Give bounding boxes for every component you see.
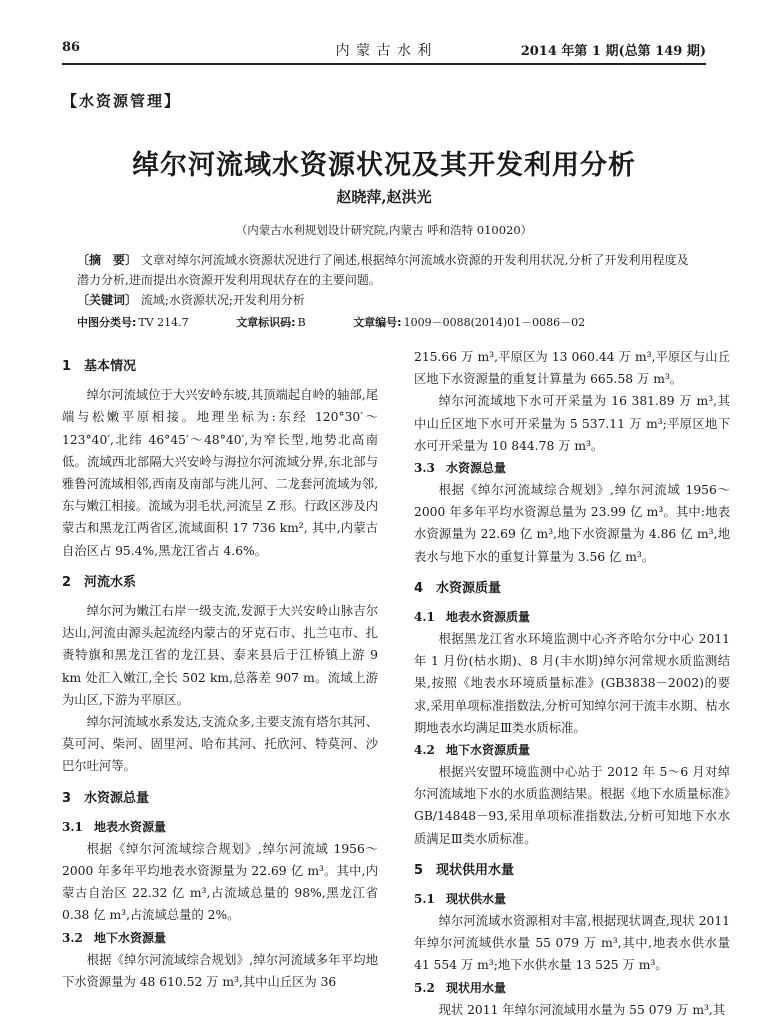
article-meta (77, 314, 697, 330)
section-heading: 2 河流水系 (62, 574, 137, 590)
paragraph: 根据黑龙江省水环境监测中心齐齐哈尔分中心 2011 年 1 月份(枯水期)、8 月(丰水期)绰尔河常规水质监测结果,按照《地表水环境质量标准》(GB3838－2002)的要求,采用单项标准指数法,分析可知绰尔河干流丰水期、枯水期地表水均满足Ⅲ类水质标准。 (414, 632, 730, 735)
paragraph: 根据《绰尔河流域综合规划》,绰尔河流域 1956～2000 年多年平均水资源总量为 23.99 亿 m³。其中:地表水资源量为 22.69 亿 m³,地下水资源量为 4.86 亿 m³,地表水与地下水的重复计算量为 3.56 亿 m³。 (414, 483, 730, 564)
abstract-block (77, 250, 689, 310)
paragraph: 绰尔河流域位于大兴安岭东坡,其顶端起自岭的轴部,尾端与松嫩平原相接。地理坐标为:东经 120°30′～123°40′,北纬 46°45′～48°40′,为窄长型,地势北高南低。流域西北部隔大兴安岭与海拉尔河流域分界,东北部与雅鲁河流域相邻,西南及南部与洮儿河、二龙套河流域为邻,东与嫩江相接。流域为羽毛状,河流呈 Z 形。行政区涉及内蒙古和黑龙江两省区,流域面积 17 736 km², 其中,内蒙古自治区占 95.4%,黑龙江省占 4.6%。 (62, 388, 378, 558)
subsection-heading: 5.1 现状供水量 (414, 892, 507, 907)
keywords-label: 〔关键词〕 (77, 293, 138, 307)
doc-code-label: 文章标识码: (236, 316, 296, 329)
doc-code-value: B (297, 316, 306, 329)
abstract-text: 文章对绰尔河流域水资源状况进行了阐述,根据绰尔河流域水资源的开发利用状况,分析了开发利用程度及潜力分析,进而提出水资源开发利用现状存在的主要问题。 (77, 253, 689, 287)
right-column (414, 346, 730, 1021)
section-heading: 5 现状供用水量 (414, 862, 515, 878)
authors: 赵晓萍,赵洪光 (336, 188, 432, 206)
paragraph: 根据兴安盟环境监测中心站于 2012 年 5～6 月对绰尔河流域地下水的水质监测结果。根据《地下水质量标准》GB/14848－93,采用单项标准指数法,分析可知地下水水质满足Ⅲ类水质标准。 (414, 765, 730, 846)
abstract (77, 250, 689, 290)
article-title: 绰尔河流域水资源状况及其开发利用分析 (132, 150, 636, 181)
paragraph: 215.66 万 m³,平原区为 13 060.44 万 m³,平原区与山丘区地下水资源量的重复计算量为 665.58 万 m³。 (414, 350, 730, 387)
keywords-text: 流域;水资源状况;开发利用分析 (140, 293, 305, 307)
running-header (62, 40, 706, 62)
paragraph: 根据《绰尔河流域综合规划》,绰尔河流域 1956～2000 年多年平均地表水资源量为 22.69 亿 m³。其中,内蒙古自治区 22.32 亿 m³,占流域总量的 98%,黑龙江省 0.38 亿 m³,占流域总量的 2%。 (62, 841, 378, 923)
paragraph: 绰尔河为嫩江右岸一级支流,发源于大兴安岭山脉吉尔达山,河流由源头起流经内蒙古的牙克石市、扎兰屯市、扎赉特旗和黑龙江省的龙江县、泰来县后于江桥镇上游 9 km 处汇入嫩江,全长 502 km,总落差 907 m。流域上游为山区,下游为平原区。 (62, 604, 378, 707)
paragraph: 现状 2011 年绰尔河流域用水量为 55 079 万 m³,其 (438, 1002, 726, 1017)
left-column (62, 346, 378, 993)
subsection-heading: 3.2 地下水资源量 (62, 930, 167, 945)
subsection-heading: 4.1 地表水资源质量 (414, 610, 531, 625)
abstract-label: 〔摘 要〕 (77, 253, 138, 267)
paragraph: 绰尔河流域水系发达,支流众多,主要支流有塔尔其河、莫可河、柴河、固里河、哈布其河、托欣河、特莫河、沙巴尔吐河等。 (62, 715, 378, 774)
keywords (77, 290, 689, 310)
paragraph: 绰尔河流域地下水可开采量为 16 381.89 万 m³,其中山丘区地下水可开采量为 5 537.11 万 m³;平原区地下水可开采量为 10 844.78 万 m³。 (414, 394, 730, 453)
section-heading: 3 水资源总量 (62, 790, 150, 806)
subsection-heading: 3.3 水资源总量 (414, 461, 507, 476)
subsection-heading: 4.2 地下水资源质量 (414, 743, 531, 758)
journal-name: 内 蒙 古 水 利 (335, 43, 433, 59)
subsection-heading: 5.2 现状用水量 (414, 980, 507, 995)
subsection-heading: 3.1 地表水资源量 (62, 819, 167, 834)
article-id-value: 1009－0088(2014)01－0086－02 (403, 316, 586, 329)
paragraph: 根据《绰尔河流域综合规划》,绰尔河流域多年平均地下水资源量为 48 610.52 万 m³,其中山丘区为 36 (62, 952, 378, 989)
clc-value: TV 214.7 (138, 316, 189, 329)
section-tag: 【水资源管理】 (62, 92, 182, 110)
section-heading: 1 基本情况 (62, 359, 137, 374)
section-heading: 4 水资源质量 (414, 580, 502, 596)
article-id-label: 文章编号: (353, 316, 402, 329)
paragraph: 绰尔河流域水资源相对丰富,根据现状调查,现状 2011 年绰尔河流域供水量 55 079 万 m³,其中,地表水供水量 41 554 万 m³;地下水供水量 13 525 万 m³。 (414, 914, 730, 973)
page-number: 86 (62, 40, 81, 55)
issue-info: 2014 年第 1 期(总第 149 期) (520, 44, 706, 59)
clc-label: 中图分类号: (77, 316, 137, 329)
header-rule (62, 63, 706, 65)
affiliation: （内蒙古水利规划设计研究院,内蒙古 呼和浩特 010020） (235, 223, 533, 237)
